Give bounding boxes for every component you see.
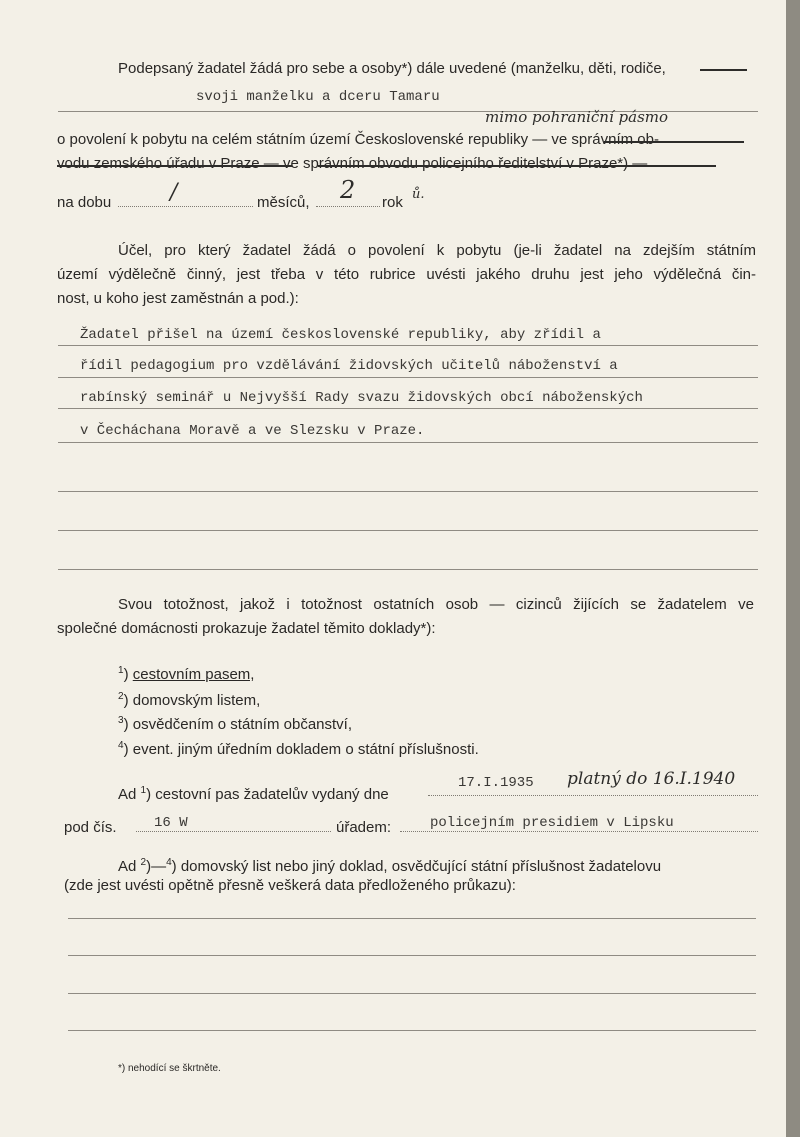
passport-valid-until: platný do 16.I.1940 (567, 769, 736, 789)
years-suffix: ů. (412, 187, 425, 202)
purpose-answer-1: Žadatel přišel na území československé republiky, aby zřídil a (80, 327, 601, 343)
identity-text-1: Svou totožnost, jakož i totožnost ostatních osob — cizinců žijících se žadatelem ve (118, 596, 754, 613)
footnote: *) nehodící se škrtněte. (118, 1063, 221, 1074)
answer-line (58, 345, 758, 346)
strike-3 (318, 165, 716, 167)
document-option-1: $^1$) cestovním pasem, (118, 665, 255, 683)
document-option-label: event. jiným úředním dokladem o státní příslušnosti. (132, 741, 479, 758)
purpose-text-3: nost, u koho jest zaměstnán a pod.): (57, 290, 299, 307)
purpose-answer-2: řídil pedagogium pro vzdělávání židovských učitelů náboženství a (80, 358, 618, 374)
authority-value: policejním presidiem v Lipsku (430, 815, 674, 831)
document-option-label: domovským listem, (132, 692, 261, 709)
years-label: rok (382, 194, 403, 211)
answer-line (68, 955, 756, 956)
answer-line (58, 530, 758, 531)
strike-1 (604, 141, 744, 143)
intro-text: Podepsaný žadatel žádá pro sebe a osoby*) dále uvedené (manželku, děti, rodiče, (118, 60, 666, 77)
answer-line (58, 491, 758, 492)
ad-label: Ad (118, 858, 137, 875)
months-value: / (170, 180, 178, 205)
issued-line (428, 795, 758, 796)
document-option-label: cestovním pasem, (132, 666, 255, 683)
answer-line (68, 1030, 756, 1031)
document-option-3: $^3$) osvědčením o státním občanství, (118, 715, 353, 733)
answer-line (58, 442, 758, 443)
other-document-text: domovský list nebo jiný doklad, osvědčující státní příslušnost žadatelovu (180, 858, 662, 875)
permission-text: o povolení k pobytu na celém státním území Československé republiky — ve správním ob- (57, 131, 659, 148)
passport-number-label: pod čís. (64, 819, 117, 836)
months-line (118, 206, 253, 207)
passport-number-value: 16 W (154, 815, 188, 831)
document-option-label: osvědčením o státním občanství, (132, 716, 353, 733)
document-option-2: $^2$) domovským listem, (118, 691, 261, 709)
answer-line (58, 377, 758, 378)
purpose-text-2: území výdělečně činný, jest třeba v této rubrice uvésti jakého druhu jest jeho výdělečná čin- (57, 266, 756, 283)
authority-label: úřadem: (336, 819, 392, 836)
other-document-text-2: (zde jest uvésti opětně přesně veškerá data předloženého průkazu): (64, 877, 516, 894)
answer-line (58, 408, 758, 409)
purpose-answer-3: rabínský seminář u Nejvyšší Rady svazu židovských obcí náboženských (80, 390, 643, 406)
ad-label: Ad (118, 786, 137, 803)
document-option-4: $^4$) event. jiným úředním dokladem o státní příslušnosti. (118, 740, 479, 758)
other-document-label: Ad $^2$)—$^4$) domovský list nebo jiný doklad, osvědčující státní příslušnost žadatelovu (118, 857, 662, 875)
answer-line (68, 993, 756, 994)
purpose-answer-4: v Čecháchana Moravě a ve Slezsku v Praze. (80, 423, 425, 439)
months-label: měsíců, (257, 194, 310, 211)
duration-label: na dobu (57, 194, 112, 211)
intro-filled-value: svoji manželku a dceru Tamaru (196, 89, 440, 105)
years-value: 2 (340, 176, 356, 204)
passport-issued-label: Ad $^1$) cestovní pas žadatelův vydaný dne (118, 785, 389, 803)
identity-text-2: společné domácnosti prokazuje žadatel těmito doklady*): (57, 620, 436, 637)
passport-issued-text: cestovní pas žadatelův vydaný dne (155, 786, 389, 803)
years-line (316, 206, 380, 207)
strike-2 (57, 165, 292, 167)
answer-line (58, 569, 758, 570)
permission-text-line2: vodu zemského úřadu v Praze — ve správním obvodu policejního ředitelství v Praze*) — (57, 155, 648, 172)
passport-issued-date: 17.I.1935 (458, 775, 534, 791)
page-edge-shadow (786, 0, 800, 1137)
answer-line (68, 918, 756, 919)
strike-parents (700, 69, 747, 71)
handwritten-border-zone: mimo pohraniční pásmo (485, 108, 669, 126)
purpose-text-1: Účel, pro který žadatel žádá o povolení k pobytu (je-li žadatel na zdejším státním (118, 242, 756, 259)
